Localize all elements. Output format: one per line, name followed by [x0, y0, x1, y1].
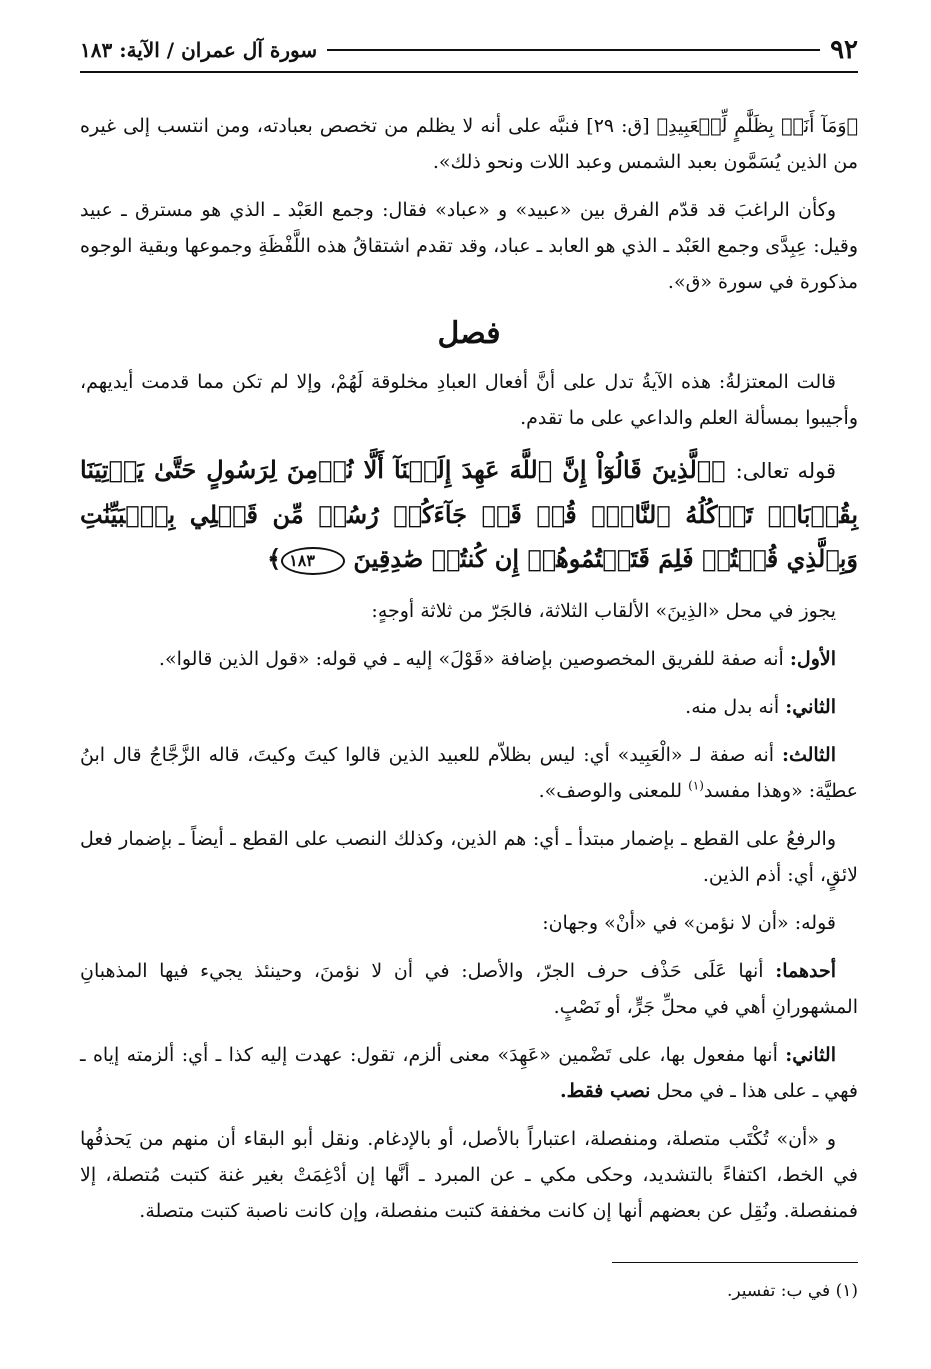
- label-second: الثاني:: [785, 696, 836, 718]
- verse-close-bracket: ﴾: [267, 544, 282, 573]
- paragraph-7-text-a: أنه صفة لـ «الْعَبِيد» أي: ليس بظلاّم للعبيد الذين قالوا كيتَ وكيتَ، قاله الزَّجَّاجُ قال ابنُ عطيَّة: «وهذا مفسد: [80, 744, 858, 802]
- label-first: الأول:: [789, 648, 836, 670]
- paragraph-7-text-b: للمعنى والوصف».: [538, 780, 683, 802]
- paragraph-5: [80, 641, 858, 677]
- paragraph-3: قالت المعتزلةُ: هذه الآيةُ تدل على أنَّ أفعال العبادِ مخلوقة لَهُمْ، وإلا لم تكن مما قدمت أيديهم، وأجيبوا بمسألة العلم والداعي على ما تقدم.: [80, 371, 858, 429]
- paragraph-1: ﴿وَمَآ أَنَا۠ بِظَلَّٰمٍ لِّلۡعَبِيدِ﴾ [ق: ٢٩] فنبَّه على أنه لا يظلم من تخصص بعبادته، ومن انتسب إلى غيره من الذين يُسَمَّون بعبد الشمس وعبد اللات ونحو ذلك».: [80, 115, 858, 173]
- paragraph-5-text: أنه صفة للفريق المخصوصين بإضافة «قَوْلَ» إليه ـ في قوله: «قول الذين قالوا».: [158, 648, 784, 670]
- footnote-ref: (١): [688, 778, 704, 793]
- paragraph-8: والرفعُ على القطع ـ بإضمار مبتدأ ـ أي: هم الذين، وكذلك النصب على القطع ـ أيضاً ـ بإضمار فعل لائقٍ، أي: أذم الذين.: [80, 828, 858, 886]
- paragraph-4: يجوز في محل «الذِينَ» الألقاب الثلاثة، فالجَرّ من ثلاثة أوجهٍ:: [371, 600, 836, 622]
- page-header: [80, 30, 858, 70]
- paragraph-9: قوله: «أن لا نؤمن» في «أنْ» وجهان:: [542, 912, 836, 934]
- label-third: الثالث:: [781, 744, 836, 766]
- paragraph-11: [80, 1037, 858, 1109]
- paragraph-11-text-bold: نصب فقط.: [560, 1080, 651, 1102]
- paragraph-6: [80, 689, 858, 725]
- verse-lead: قوله تعالى:: [735, 459, 836, 483]
- ayah-number-marker: ١٨٣: [281, 547, 345, 575]
- main-text: [80, 108, 858, 1241]
- paragraph-7: [80, 737, 858, 809]
- paragraph-10: [80, 953, 858, 1025]
- footnote-separator: [612, 1262, 858, 1263]
- footnote: (١) في ب: تفسير.: [726, 1281, 858, 1301]
- label-first-of-two: أحدهما:: [775, 960, 836, 982]
- header-rule: [327, 49, 820, 51]
- paragraph-12: و «أن» تُكْتَب متصلة، ومنفصلة، اعتباراً بالأصل، أو بالإدغام. ونقل أبو البقاء أن منهم من يَحذفُها في الخط، اكتفاءً بالتشديد، وحكى مكي ـ عن المبرد ـ أنَّها إن أدْغِمَتْ بغير غنة كتبت مُتصلة، إلا فمنفصلة. ونُقِل عن بعضهم أنها إن كانت مخففة كتبت منفصلة، وإن كانت ناصبة كتبت متصلة.: [80, 1128, 858, 1222]
- page-number: ٩٢: [830, 35, 858, 65]
- paragraph-6-text: أنه بدل منه.: [685, 696, 780, 718]
- section-heading: فصل: [437, 316, 501, 351]
- paragraph-11-text-a: أنها مفعول بها، على تَضْمين «عَهِدَ» معنى ألزم، تقول: عهدت إليه كذا ـ أي: ألزمته إياه ـ فهي ـ على هذا ـ في محل: [80, 1044, 858, 1102]
- header-underline: [80, 71, 858, 73]
- running-title: سورة آل عمران / الآية: ١٨٣: [80, 38, 318, 62]
- label-second-of-two: الثاني:: [785, 1044, 836, 1066]
- verse-text: ﴿ٱلَّذِينَ قَالُوٓاْ إِنَّ ٱللَّهَ عَهِدَ إِلَيۡنَآ أَلَّا نُؤۡمِنَ لِرَسُولٍ حَتَّىٰ يَأۡتِيَنَا بِقُرۡبَانٖ تَأۡكُلُهُ ٱلنَّارُۗ قُلۡ قَدۡ جَآءَكُمۡ رُسُلٞ مِّن قَبۡلِي بِٱلۡبَيِّنَٰتِ وَبِٱلَّذِي قُلۡتُمۡ فَلِمَ قَتَلۡتُمُوهُمۡ إِن كُنتُمۡ صَٰدِقِينَ: [80, 455, 858, 573]
- paragraph-2: وكأن الراغبَ قد قدّم الفرق بين «عبيد» و «عباد» فقال: وجمع العَبْد ـ الذي هو مسترق ـ عبيد وقيل: عِبِدَّى وجمع العَبْد ـ الذي هو العابد ـ عباد، وقد تقدم اشتقاقُ هذه اللَّفْظَةِ وجموعها وبقية الوجوه مذكورة في سورة «ق».: [80, 199, 858, 293]
- paragraph-10-text: أنها عَلَى حَذْف حرف الجرّ، والأصل: في أن لا نؤمنَ، وحينئذ يجيء فيها المذهبانِ المشهورانِ أهي في محلِّ جَرٍّ، أو نَصْبٍ.: [80, 960, 858, 1018]
- quran-verse: [80, 448, 858, 581]
